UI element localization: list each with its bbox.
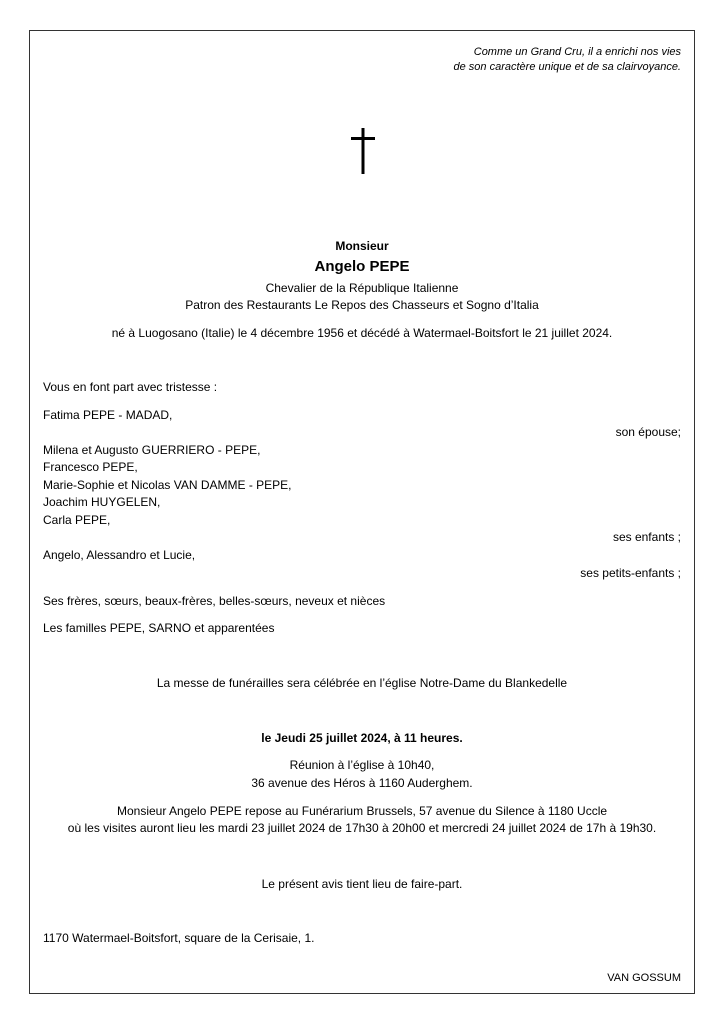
- grandchildren-role: ses petits-enfants ;: [580, 566, 681, 580]
- spouse-name: Fatima PEPE - MADAD,: [43, 408, 173, 422]
- child-entry: Joachim HUYGELEN,: [43, 495, 161, 509]
- grandchildren-names: Angelo, Alessandro et Lucie,: [43, 548, 196, 562]
- meeting-time: Réunion à l’église à 10h40,: [289, 758, 435, 772]
- epigraph-line-1: Comme un Grand Cru, il a enrichi nos vies: [473, 46, 681, 58]
- notice-statement: Le présent avis tient lieu de faire-part.: [261, 877, 463, 891]
- spouse-role: son épouse;: [615, 425, 681, 439]
- epigraph-line-2: de son caractère unique et de sa clairvoyance.: [453, 61, 681, 73]
- child-entry: Carla PEPE,: [43, 513, 111, 527]
- family-address: 1170 Watermael-Boitsfort, square de la Cerisaie, 1.: [43, 931, 315, 945]
- child-entry: Marie-Sophie et Nicolas VAN DAMME - PEPE,: [43, 478, 292, 492]
- child-entry: Milena et Augusto GUERRIERO - PEPE,: [43, 443, 261, 457]
- funeral-mass: La messe de funérailles sera célébrée en l’église Notre-Dame du Blankedelle: [156, 676, 568, 690]
- latin-cross-icon: [351, 128, 375, 174]
- visiting-hours: où les visites auront lieu les mardi 23 juillet 2024 de 17h30 à 20h00 et mercredi 24 juillet 2024 de 17h à 19h30.: [67, 821, 657, 835]
- funeral-home: VAN GOSSUM: [607, 972, 681, 984]
- funeral-date: le Jeudi 25 juillet 2024, à 11 heures.: [261, 731, 463, 745]
- birth-death-dates: né à Luogosano (Italie) le 4 décembre 1956 et décédé à Watermael-Boitsfort le 21 juillet 2024.: [111, 326, 613, 340]
- deceased-title-1: Chevalier de la République Italienne: [265, 281, 459, 295]
- child-entry: Francesco PEPE,: [43, 460, 138, 474]
- families-line: Les familles PEPE, SARNO et apparentées: [43, 621, 275, 635]
- announcement-intro: Vous en font part avec tristesse :: [43, 380, 218, 394]
- siblings-line: Ses frères, sœurs, beaux-frères, belles-sœurs, neveux et nièces: [43, 594, 386, 608]
- meeting-address: 36 avenue des Héros à 1160 Auderghem.: [251, 776, 473, 790]
- deceased-title-2: Patron des Restaurants Le Repos des Chasseurs et Sogno d’Italia: [185, 298, 539, 312]
- children-role: ses enfants ;: [612, 530, 681, 544]
- repose-location: Monsieur Angelo PEPE repose au Funérarium Brussels, 57 avenue du Silence à 1180 Uccle: [116, 804, 608, 818]
- honorific: Monsieur: [335, 239, 389, 253]
- deceased-name: Angelo PEPE: [314, 258, 410, 275]
- notice-frame: [29, 30, 695, 994]
